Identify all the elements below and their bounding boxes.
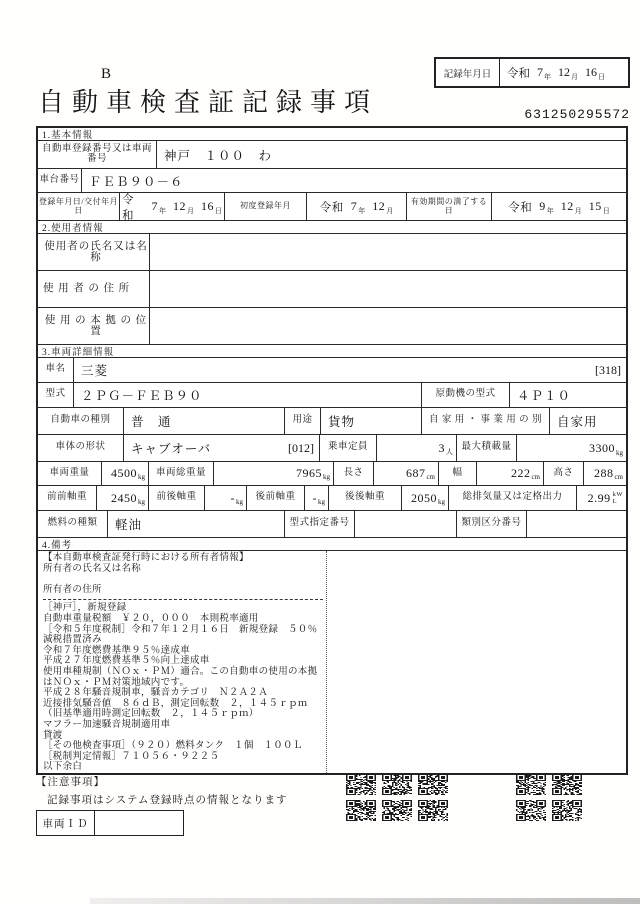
axle-rear-front-value	[305, 486, 329, 510]
vehicle-name-code: [318]	[595, 362, 621, 377]
qr-code	[418, 800, 448, 821]
weight-label: 車両重量	[38, 462, 102, 485]
class-code-label: 類別区分番号	[457, 511, 527, 537]
axle-front-rear-label: 前後軸重	[149, 486, 205, 510]
user-address-label: 使 用 者 の 住 所	[38, 271, 150, 307]
remark-line: マフラー加速騒音規制適用車	[43, 719, 171, 730]
model-value: ２ＰＧ－ＦＥＢ９０	[74, 383, 422, 407]
row-registration-number	[38, 141, 626, 169]
remark-line: 近接排気騒音値 ８６ｄＢ，測定回転数 ２，１４５ｒｐｍ	[43, 698, 308, 709]
displacement: 2.99	[587, 490, 611, 505]
vehicle-name-value	[74, 358, 626, 382]
use-value: 貨物	[321, 408, 422, 434]
axle-ff: 2450	[111, 490, 137, 505]
body-shape-label: 車体の形状	[38, 435, 124, 461]
expiry-era: 令和	[508, 201, 533, 214]
registration-date-label: 登録年月日/交付年月日	[38, 193, 120, 220]
remark-line: （旧基準適用時測定回転数 ２，１４５ｒｐｍ）	[43, 709, 259, 720]
reg-date-era: 令和	[122, 193, 134, 220]
row-base-location	[38, 308, 626, 345]
row-user-address	[38, 271, 626, 308]
remark-line: 貸渡	[43, 730, 63, 741]
unit-cm: cm	[531, 473, 540, 481]
axle-rf: -	[312, 490, 317, 505]
displacement-units	[613, 491, 623, 505]
qr-code-cluster-right	[516, 774, 582, 821]
gross-weight-value	[214, 462, 334, 485]
remark-line: ［税制判定情報］７１０５６・９２２５	[43, 751, 220, 762]
vehicle-id-label: 車両ＩＤ	[37, 811, 95, 835]
first-registration-value	[307, 193, 407, 220]
fuel-value: 軽油	[108, 511, 285, 537]
engine-model-value: ４Ｐ１０	[517, 389, 572, 403]
qr-code-cluster-left	[346, 774, 448, 821]
scan-artifact	[90, 898, 640, 904]
row-dates	[38, 193, 626, 221]
remark-line: ［神戸］，新規登録	[43, 603, 127, 614]
width-value	[477, 462, 544, 485]
record-date-era: 令和	[507, 67, 530, 80]
user-name-label: 使用者の氏名又は名称	[38, 234, 150, 270]
row-body-shape	[38, 435, 626, 462]
first-reg-month: 12	[372, 199, 386, 213]
first-reg-era: 令和	[319, 201, 344, 214]
height: 288	[593, 466, 614, 480]
remark-line: 令和７年度燃費基準９５％達成車	[43, 645, 191, 656]
vehicle-kind-value: 普 通	[124, 408, 285, 434]
max-load-value	[517, 435, 626, 461]
unit-year: 年	[544, 73, 551, 81]
remark-line: 自動車重量税額 ￥２０，０００ 本則税率適用	[43, 613, 259, 624]
unit-month: 月	[574, 207, 582, 215]
gross-weight: 7965	[296, 466, 322, 480]
base-location-value	[150, 308, 626, 344]
user-name-value	[150, 234, 626, 270]
capacity-label: 乗車定員	[320, 435, 377, 461]
document-number: 631250295572	[524, 107, 630, 122]
axle-rr: 2050	[411, 490, 437, 505]
unit-kg: kg	[616, 449, 623, 457]
unit-kw: kW	[612, 491, 623, 498]
axle-rear-rear-value	[402, 486, 449, 510]
row-kind-use	[38, 408, 626, 435]
record-date-day: 16	[585, 65, 597, 79]
displacement-value	[577, 486, 626, 510]
body-shape-value	[124, 435, 320, 461]
row-vehicle-name	[38, 358, 626, 383]
registration-number-label: 自動車登録番号又は車両番号	[38, 141, 157, 168]
qr-code	[418, 774, 448, 795]
vehicle-name: 三菱	[81, 364, 109, 378]
qr-code	[346, 800, 376, 821]
axle-front-front-label: 前前軸重	[38, 486, 97, 510]
row-model	[38, 383, 626, 408]
remarks-empty-column	[327, 551, 626, 773]
unit-day: 日	[598, 73, 605, 81]
section-vehicle-details: 3.車両詳細情報	[38, 345, 626, 358]
displacement-label: 総排気量又は定格出力	[449, 486, 577, 510]
remark-line: ［令和５年度税制］令和７年１２月１６日 新規登録 ５０％減税措置済み	[43, 624, 318, 646]
qr-code	[516, 774, 546, 795]
expiry-year: 9	[539, 199, 546, 213]
row-user-name	[38, 234, 626, 271]
use-label: 用途	[285, 408, 321, 434]
unit-kg: kg	[138, 498, 145, 506]
max-load-label: 最大積載量	[457, 435, 517, 461]
height-value	[584, 462, 626, 485]
qr-code	[382, 800, 412, 821]
type-cert-value	[355, 511, 457, 537]
remarks-box	[38, 551, 626, 773]
remark-line: ［その他検査事項］（９２０）燃料タンク １個 １００Ｌ	[43, 741, 303, 752]
length-value	[374, 462, 439, 485]
qr-code	[516, 800, 546, 821]
unit-kg: kg	[318, 498, 325, 506]
weight-value	[102, 462, 149, 485]
dashed-divider	[43, 599, 323, 600]
width-label: 幅	[439, 462, 477, 485]
blank-line	[43, 574, 323, 585]
ownership-label: 自 家 用 ・ 事 業 用 の 別	[422, 408, 550, 434]
expiry-month: 12	[560, 199, 574, 213]
length: 687	[405, 466, 426, 480]
first-registration-label: 初度登録年月	[225, 193, 307, 220]
qr-code	[552, 774, 582, 795]
chassis-number-label: 車台番号	[38, 169, 82, 192]
type-cert-label: 型式指定番号	[285, 511, 355, 537]
reg-date-month: 12	[173, 199, 186, 213]
unit-month: 月	[571, 73, 578, 81]
reg-date-day: 16	[201, 199, 214, 213]
vehicle-kind-label: 自動車の種別	[38, 408, 124, 434]
unit-year: 年	[358, 207, 366, 215]
section-remarks: 4.備考	[38, 538, 626, 551]
unit-kg: kg	[323, 473, 330, 481]
base-location-label: 使 用 の 本 拠 の 位 置	[38, 308, 150, 344]
fuel-label: 燃料の種類	[38, 511, 108, 537]
section-basic-info: 1.基本情報	[38, 128, 626, 141]
remark-line: 平成２８年騒音規制車，騒音カテゴリ Ｎ２Ａ２Ａ	[43, 688, 269, 699]
remark-line: 使用車種規制（ＮＯｘ・ＰＭ）適合。この自動車の使用の本拠はＮＯｘ・ＰＭ対策地域内です。	[43, 666, 318, 688]
chassis-number-value: ＦＥＢ９０－６	[89, 174, 184, 189]
row-weights-dimensions	[38, 462, 626, 486]
section-user-info: 2.使用者情報	[38, 221, 626, 234]
row-fuel	[38, 511, 626, 538]
model-label: 型式	[38, 383, 74, 407]
caution-title: 【注意事項】	[36, 777, 105, 788]
first-reg-year: 7	[350, 199, 358, 213]
unit-kg: kg	[236, 498, 243, 506]
unit-cm: cm	[614, 473, 623, 481]
class-code-value	[527, 511, 626, 537]
reg-date-year: 7	[151, 199, 158, 213]
capacity-value	[377, 435, 457, 461]
unit-person: 人	[446, 448, 453, 456]
unit-day: 日	[602, 207, 610, 215]
height-label: 高さ	[544, 462, 584, 485]
weight: 4500	[111, 466, 137, 480]
caution-body: 記録事項はシステム登録時点の情報となります	[47, 795, 288, 806]
expiry-date-label: 有効期間の満了する日	[407, 193, 492, 220]
unit-kg: kg	[138, 473, 145, 481]
capacity: 3	[438, 440, 445, 455]
axle-rear-rear-label: 後後軸重	[329, 486, 402, 510]
record-date-box	[434, 57, 630, 88]
engine-model-label: 原動機の型式	[422, 383, 510, 407]
body-shape: キャブオーバ	[131, 442, 212, 456]
unit-year: 年	[546, 207, 554, 215]
record-date-month: 12	[558, 65, 570, 79]
expiry-day: 15	[588, 199, 602, 213]
vehicle-id-box	[36, 810, 184, 836]
registration-number-value: 神戸 １００ わ	[164, 148, 273, 163]
gross-weight-label: 車両総重量	[149, 462, 214, 485]
axle-front-rear-value	[205, 486, 247, 510]
vehicle-id-value	[95, 811, 183, 835]
record-date-year: 7	[537, 65, 543, 79]
remarks-body	[43, 603, 323, 773]
owner-name-label: 所有者の氏名又は名称	[43, 563, 142, 574]
form-mark-b: B	[101, 66, 112, 82]
record-date-label: 記録年月日	[436, 59, 500, 86]
body-shape-code: [012]	[288, 440, 314, 455]
ownership-value: 自家用	[557, 415, 598, 429]
unit-cm: cm	[426, 473, 435, 481]
page-title: 自動車検査証記録事項	[38, 88, 379, 117]
expiry-date-value	[492, 193, 626, 220]
unit-liter: L	[612, 498, 618, 505]
remarks-text-column	[38, 551, 327, 773]
width: 222	[510, 466, 531, 480]
row-axle-weights	[38, 486, 626, 511]
max-load: 3300	[589, 440, 615, 455]
length-label: 長さ	[334, 462, 374, 485]
unit-day: 日	[215, 207, 222, 215]
axle-fr: -	[230, 490, 235, 505]
vehicle-name-label: 車名	[38, 358, 74, 382]
unit-month: 月	[187, 207, 194, 215]
unit-year: 年	[159, 207, 166, 215]
qr-code	[346, 774, 376, 795]
registration-date-value	[120, 193, 225, 220]
owner-info-header: 【本自動車検査証発行時における所有者情報】	[43, 553, 249, 563]
owner-address-label: 所有者の住所	[43, 584, 102, 595]
remark-line: 平成２７年度燃費基準５％向上達成車	[43, 656, 210, 667]
unit-kg: kg	[438, 498, 445, 506]
row-chassis-number	[38, 169, 626, 193]
axle-front-front-value	[97, 486, 149, 510]
user-address-value	[150, 271, 626, 307]
axle-rear-front-label: 後前軸重	[247, 486, 305, 510]
qr-code	[382, 774, 412, 795]
record-table	[36, 126, 628, 775]
record-date-value	[500, 59, 628, 86]
unit-month: 月	[386, 207, 394, 215]
remark-line: 以下余白	[43, 762, 83, 773]
qr-code	[552, 800, 582, 821]
